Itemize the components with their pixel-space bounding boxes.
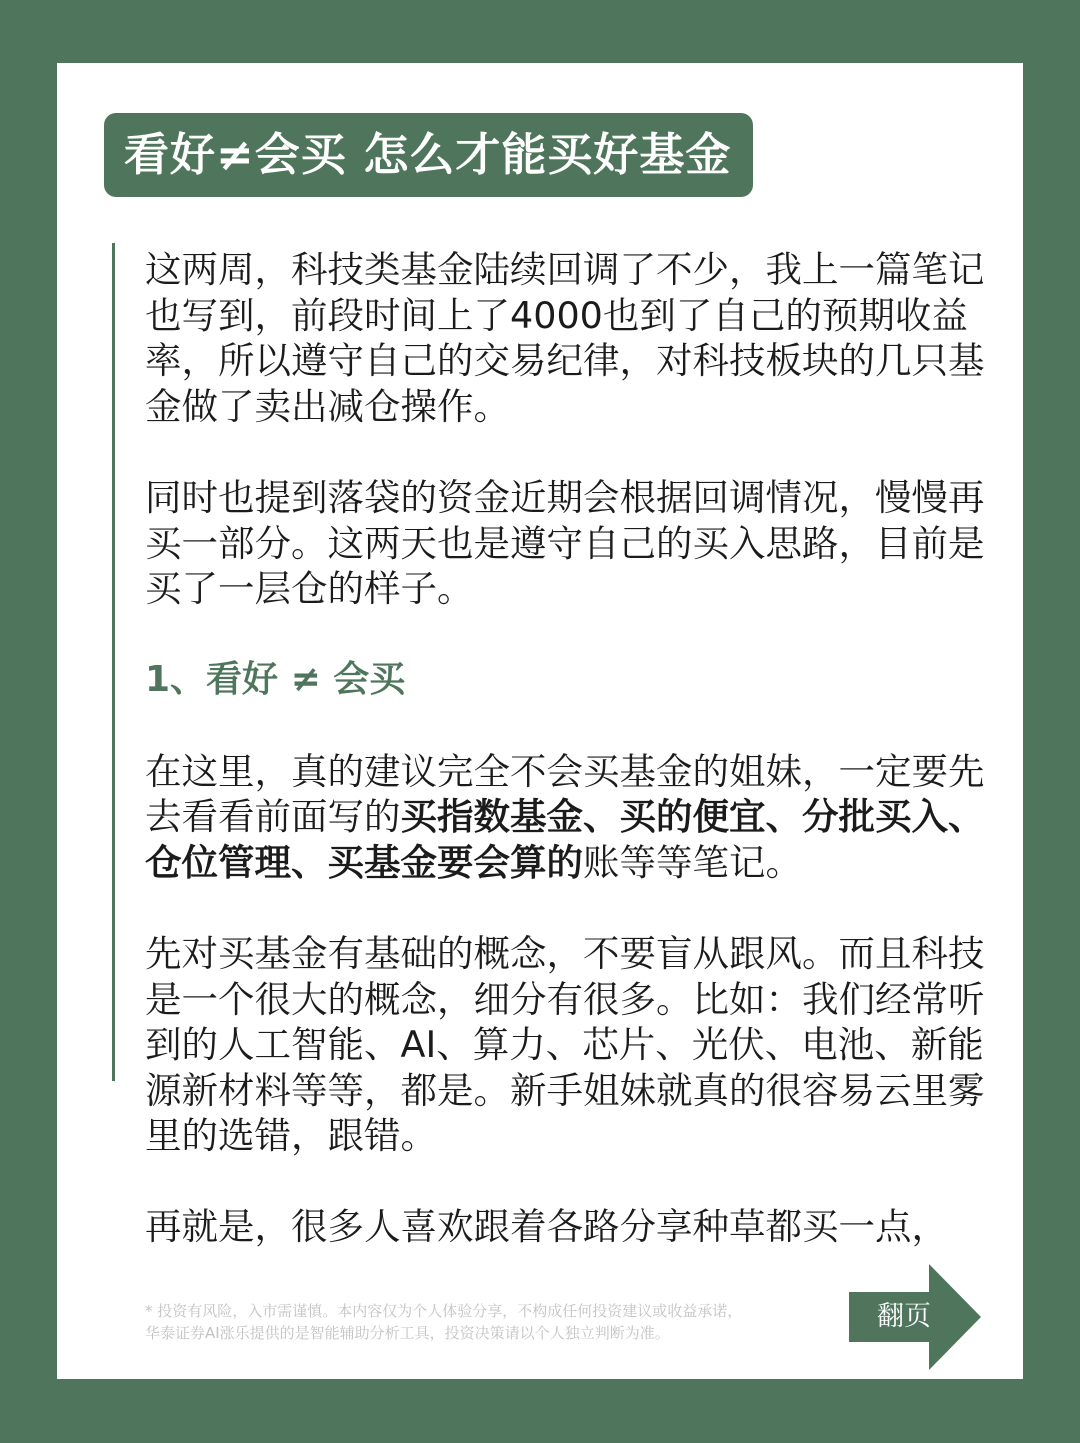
content-card — [57, 63, 1023, 1379]
bold-link-buy-cheap: 买的便宜 — [619, 795, 766, 839]
separator: 、 — [765, 795, 802, 839]
page-title: 看好≠会买 怎么才能买好基金 — [124, 128, 732, 181]
separator: 、 — [583, 795, 620, 839]
next-page-button[interactable] — [849, 1264, 981, 1370]
article-body — [145, 247, 985, 1250]
paragraph-3-text: 在这里，真的建议完全不会买基金的姐妹，一定要先去看看前面写的 — [145, 749, 985, 839]
paragraph-3-tail: 账等等笔记。 — [583, 840, 802, 884]
paragraph-4: 先对买基金有基础的概念，不要盲从跟风。而且科技是一个很大的概念，细分有很多。比如：我们经常听到的人工智能、AI、算力、芯片、光伏、电池、新能源新材料等等，都是。新手姐妹就真的很容易云里雾里的选错，跟错。 — [145, 931, 985, 1158]
separator: 、 — [291, 840, 328, 884]
bold-link-calc: 买基金要会算的 — [327, 840, 583, 884]
quote-rule — [112, 243, 115, 1081]
disclaimer-line-2: 华泰证券AI涨乐提供的是智能辅助分析工具，投资决策请以个人独立判断为准。 — [145, 1324, 670, 1342]
risk-disclaimer — [145, 1300, 845, 1344]
next-page-label: 翻页 — [877, 1301, 931, 1332]
bold-link-position-mgmt: 仓位管理 — [145, 840, 291, 884]
section-heading: 1、看好 ≠ 会买 — [145, 659, 406, 701]
disclaimer-line-1: * 投资有风险，入市需谨慎。本内容仅为个人体验分享，不构成任何投资建议或收益承诺， — [145, 1302, 743, 1320]
paragraph-1: 这两周，科技类基金陆续回调了不少，我上一篇笔记也写到，前段时间上了4000也到了自己的预期收益率，所以遵守自己的交易纪律，对科技板块的几只基金做了卖出减仓操作。 — [145, 248, 985, 428]
paragraph-3 — [145, 749, 985, 886]
bold-link-batch-buy: 分批买入 — [802, 795, 948, 839]
paragraph-5: 再就是，很多人喜欢跟着各路分享种草都买一点， — [145, 1205, 948, 1249]
title-banner — [104, 113, 753, 197]
separator: 、 — [948, 795, 985, 839]
paragraph-2: 同时也提到落袋的资金近期会根据回调情况，慢慢再买一部分。这两天也是遵守自己的买入思路，目前是买了一层仓的样子。 — [145, 475, 985, 611]
bold-link-index-fund: 买指数基金 — [400, 795, 583, 839]
